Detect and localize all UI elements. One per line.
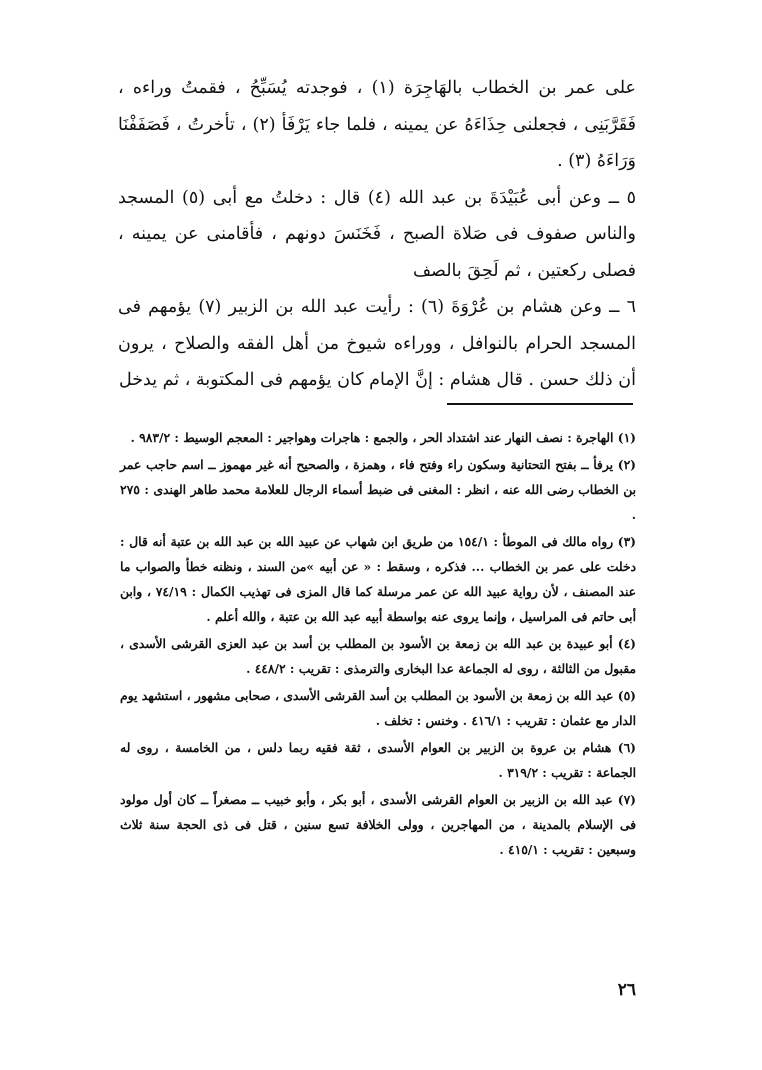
footnote-separator: [447, 403, 633, 405]
footnote-7: (٧) عبد الله بن الزبير بن العوام القرشى الأسدى ، أبو بكر ، وأبو خبيب ــ مصغراً ــ كان أول مولود فى الإسلام بالمدينة ، من المهاجرين ، وولى الخلافة تسع سنين ، قتل فى ذى الحجة سنة ثلاث وسبعين : تقريب : ٤١٥/١ .: [120, 792, 636, 857]
footnote-4: (٤) أبو عبيدة بن عبد الله بن زمعة بن الأسود بن المطلب بن أسد بن عبد العزى القرشى الأسدى ، مقبول من الثالثة ، روى له الجماعة عدا البخارى والترمذى : تقريب : ٤٤٨/٢ .: [120, 636, 636, 676]
paragraph-3: ٦ ــ وعن هشام بن عُرْوَةَ (٦) : رأيت عبد الله بن الزبير (٧) يؤمهم فى المسجد الحرام بالنوافل ، ووراءه شيوخ من أهل الفقه والصلاح ، يرون أن ذلك حسن . قال هشام : إنَّ الإمام كان يؤمهم فى المكتوبة ، ثم يدخل: [118, 297, 636, 390]
footnote-3: (٣) رواه مالك فى الموطأ : ١٥٤/١ من طريق ابن شهاب عن عبيد الله بن عبد الله بن عتبة أنه قال : دخلت على عمر بن الخطاب ... فذكره ، وسقط : « عن أبيه »من السند ، ونظنه خطأ والصواب ما عند المصنف ، لأن رواية عبيد الله عن عمر مرسلة كما قال المزى فى تهذيب الكمال : ٧٤/١٩ ، وابن أبى حاتم فى المراسيل ، وإنما يروى عنه بواسطة أبيه عبد الله بن عتبة ، والله أعلم .: [120, 534, 636, 624]
footnotes: [120, 425, 636, 864]
footnote-5: (٥) عبد الله بن زمعة بن الأسود بن المطلب بن أسد القرشى الأسدى ، صحابى مشهور ، استشهد يوم الدار مع عثمان : تقريب : ٤١٦/١ . وخنس : تخلف .: [120, 688, 636, 728]
footnote-2: (٢) يرفأ ــ بفتح التحتانية وسكون راء وفتح فاء ، وهمزة ، والصحيح أنه غير مهموز ــ اسم حاجب عمر بن الخطاب رضى الله عنه ، انظر : المغنى فى ضبط أسماء الرجال للعلامة محمد طاهر الهندى : ٢٧٥ .: [120, 457, 636, 522]
page-number: ٢٦: [617, 980, 636, 1000]
footnote-1: (١) الهاجرة : نصف النهار عند اشتداد الحر ، والجمع : هاجرات وهواجير : المعجم الوسيط : ٩٨٣/٢ .: [130, 430, 636, 445]
paragraph-1: على عمر بن الخطاب بالهَاجِرَة (١) ، فوجدته يُسَبِّحُ ، فقمتُ وراءه ، فَقَرَّبَنِى ، فجعلنى حِذَاءَهُ عن يمينه ، فلما جاء يَرْفَأ (٢) ، تأخرتُ ، فَصَفَفْنَا وَرَاءَهُ (٣) .: [118, 78, 636, 171]
paragraph-2: ٥ ــ وعن أبى عُبَيْدَةَ بن عبد الله (٤) قال : دخلتُ مع أبى (٥) المسجد والناس صفوف فى صَلاة الصبح ، فَخَنَسَ دونهم ، فأقامنى عن يمينه ، فصلى ركعتين ، ثم لَحِقَ بالصف: [118, 187, 636, 281]
main-text: [118, 70, 636, 399]
footnote-6: (٦) هشام بن عروة بن الزبير بن العوام الأسدى ، ثقة فقيه ربما دلس ، من الخامسة ، روى له الجماعة : تقريب : ٣١٩/٢ .: [120, 740, 636, 780]
